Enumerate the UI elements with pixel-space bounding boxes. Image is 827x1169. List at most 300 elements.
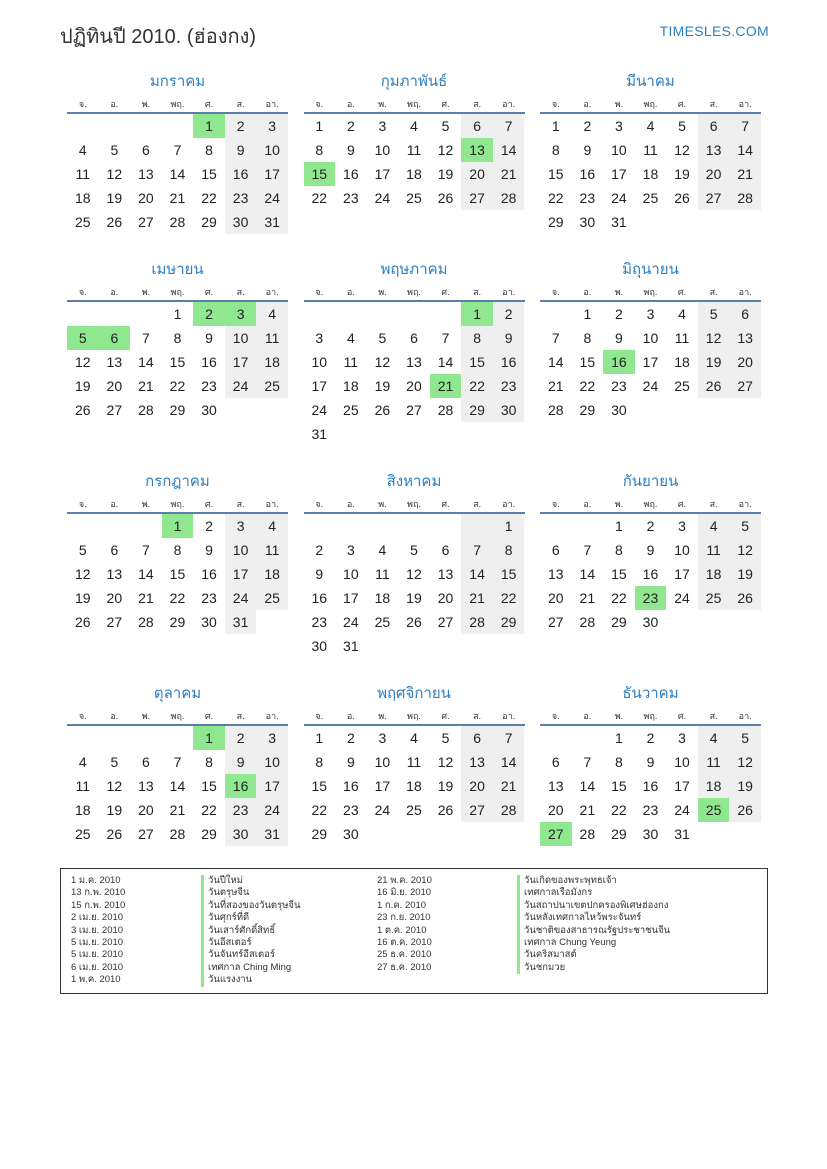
- day-cell: 26: [406, 614, 422, 630]
- holiday-name: วันจันทร์อีสเตอร์: [201, 949, 301, 961]
- day-cell: 17: [256, 774, 288, 798]
- day-cell: 18: [374, 590, 391, 606]
- day-cell: 31: [225, 610, 257, 634]
- day-cell: 2: [225, 114, 257, 138]
- day-cell: 19: [674, 166, 690, 182]
- day-cell: 18: [74, 190, 91, 206]
- day-cell: 22: [169, 378, 186, 394]
- day-cell: 16: [493, 350, 525, 374]
- day-cell: 17: [674, 566, 690, 582]
- day-cell: 4: [410, 118, 418, 134]
- day-cell: 7: [583, 754, 592, 770]
- empty-cell: [304, 514, 336, 538]
- holiday-name: เทศกาลเรือมังกร: [517, 887, 670, 899]
- day-cell: 20: [547, 590, 564, 606]
- day-cell: 28: [169, 826, 186, 842]
- weekday-label: จ.: [315, 711, 324, 721]
- day-cell: 26: [674, 190, 690, 206]
- day-cell: 23: [642, 802, 659, 818]
- day-cell: 8: [493, 538, 525, 562]
- day-grid: [67, 726, 288, 846]
- day-cell: 23: [201, 590, 217, 606]
- weekday-label: ส.: [473, 499, 482, 509]
- day-cell: 2: [646, 730, 655, 746]
- day-cell: 13: [406, 354, 422, 370]
- weekday-header: [540, 96, 761, 114]
- empty-cell: [304, 302, 336, 326]
- day-cell: 15: [304, 162, 336, 186]
- weekday-header: [540, 284, 761, 302]
- day-cell: 14: [169, 166, 186, 182]
- weekday-label: พฤ.: [407, 287, 421, 297]
- day-cell: 12: [106, 778, 123, 794]
- day-cell: 27: [729, 374, 761, 398]
- day-cell: 2: [205, 518, 213, 534]
- weekday-label: ศ.: [677, 287, 687, 297]
- day-cell: 13: [461, 138, 493, 162]
- day-cell: 22: [201, 802, 217, 818]
- day-cell: 26: [729, 586, 761, 610]
- day-cell: 6: [461, 726, 493, 750]
- day-cell: 30: [311, 638, 328, 654]
- day-cell: 7: [493, 114, 525, 138]
- weekday-label: พฤ.: [407, 711, 421, 721]
- day-cell: 8: [615, 754, 623, 770]
- day-cell: 7: [441, 330, 450, 346]
- month-9: [540, 472, 761, 634]
- holiday-name: เทศกาล Chung Yeung: [517, 937, 670, 949]
- holiday-name: วันเกิดของพระพุทธเจ้า: [517, 875, 670, 887]
- day-cell: 7: [493, 726, 525, 750]
- day-cell: 3: [678, 518, 686, 534]
- day-cell: 11: [674, 330, 690, 346]
- day-cell: 24: [225, 374, 257, 398]
- weekday-label: อา.: [738, 711, 752, 721]
- day-cell: 5: [410, 542, 418, 558]
- weekday-label: จ.: [315, 499, 324, 509]
- day-cell: 6: [551, 754, 560, 770]
- day-cell: 10: [611, 142, 627, 158]
- day-cell: 13: [461, 750, 493, 774]
- weekday-label: ศ.: [441, 711, 450, 721]
- day-cell: 2: [225, 726, 257, 750]
- weekday-label: พฤ.: [407, 499, 421, 509]
- weekday-label: อ.: [110, 499, 119, 509]
- day-cell: 17: [256, 162, 288, 186]
- day-cell: 25: [698, 798, 730, 822]
- day-cell: 30: [611, 402, 627, 418]
- day-cell: 31: [343, 638, 359, 654]
- day-grid: [304, 514, 525, 658]
- day-cell: 13: [698, 138, 730, 162]
- day-grid: [67, 302, 288, 422]
- day-cell: 1: [615, 730, 623, 746]
- day-cell: 22: [493, 586, 525, 610]
- day-cell: 24: [642, 378, 659, 394]
- day-cell: 20: [698, 162, 730, 186]
- day-cell: 7: [173, 142, 182, 158]
- day-cell: 10: [343, 566, 359, 582]
- day-cell: 6: [551, 542, 560, 558]
- day-cell: 28: [579, 826, 596, 842]
- day-cell: 29: [611, 826, 627, 842]
- day-cell: 29: [311, 826, 328, 842]
- empty-cell: [430, 302, 462, 326]
- day-cell: 22: [311, 802, 328, 818]
- day-cell: 11: [698, 538, 730, 562]
- day-cell: 23: [611, 378, 627, 394]
- weekday-label: ศ.: [204, 99, 214, 109]
- day-cell: 6: [142, 142, 150, 158]
- day-cell: 25: [74, 214, 91, 230]
- day-cell: 21: [138, 378, 154, 394]
- day-cell: 20: [138, 802, 154, 818]
- day-cell: 24: [374, 802, 391, 818]
- weekday-label: จ.: [551, 287, 560, 297]
- day-cell: 6: [410, 330, 418, 346]
- month-name: พฤศจิกายน: [377, 685, 451, 702]
- weekday-label: อ.: [583, 499, 592, 509]
- day-cell: 2: [615, 306, 623, 322]
- empty-cell: [99, 114, 131, 138]
- site-link[interactable]: TIMESLES.COM: [659, 23, 769, 39]
- day-cell: 10: [674, 542, 690, 558]
- month-7: [67, 472, 288, 634]
- day-cell: 24: [674, 590, 690, 606]
- day-cell: 9: [225, 138, 257, 162]
- day-cell: 28: [138, 614, 154, 630]
- weekday-label: อา.: [265, 499, 279, 509]
- weekday-label: ส.: [709, 499, 718, 509]
- weekday-label: พฤ.: [170, 99, 185, 109]
- day-cell: 15: [169, 566, 186, 582]
- day-cell: 27: [547, 614, 564, 630]
- day-cell: 2: [346, 730, 355, 746]
- day-cell: 12: [437, 142, 454, 158]
- day-cell: 1: [193, 114, 225, 138]
- weekday-label: พ.: [141, 99, 151, 109]
- day-cell: 25: [698, 586, 730, 610]
- holiday-date: 16 มิ.ย. 2010: [377, 887, 432, 899]
- day-cell: 29: [461, 398, 493, 422]
- day-cell: 11: [256, 538, 288, 562]
- day-cell: 3: [646, 306, 655, 322]
- holiday-date: 1 ต.ค. 2010: [377, 924, 427, 936]
- day-cell: 22: [611, 802, 627, 818]
- day-cell: 6: [99, 326, 131, 350]
- day-cell: 3: [346, 542, 355, 558]
- weekday-label: จ.: [315, 99, 324, 109]
- day-cell: 17: [674, 778, 690, 794]
- day-cell: 9: [315, 566, 324, 582]
- day-cell: 5: [378, 330, 387, 346]
- day-cell: 1: [193, 726, 225, 750]
- weekday-label: ศ.: [204, 711, 214, 721]
- day-cell: 4: [78, 754, 87, 770]
- day-cell: 11: [406, 754, 422, 770]
- day-cell: 25: [406, 190, 422, 206]
- day-cell: 26: [698, 374, 730, 398]
- day-cell: 10: [374, 142, 391, 158]
- day-cell: 4: [698, 514, 730, 538]
- weekday-label: จ.: [551, 711, 560, 721]
- day-cell: 2: [583, 118, 592, 134]
- weekday-label: อา.: [738, 499, 752, 509]
- day-cell: 10: [642, 330, 659, 346]
- day-cell: 2: [493, 302, 525, 326]
- day-cell: 22: [169, 590, 186, 606]
- day-cell: 6: [142, 754, 150, 770]
- day-cell: 27: [461, 186, 493, 210]
- month-11: [304, 684, 525, 846]
- day-cell: 24: [611, 190, 627, 206]
- day-cell: 4: [378, 542, 387, 558]
- day-cell: 11: [256, 326, 288, 350]
- day-cell: 12: [74, 566, 91, 582]
- day-cell: 20: [461, 162, 493, 186]
- weekday-header: [304, 708, 525, 726]
- day-cell: 16: [603, 350, 635, 374]
- day-cell: 24: [343, 614, 359, 630]
- day-grid: [540, 114, 761, 234]
- day-cell: 4: [646, 118, 655, 134]
- month-6: [540, 260, 761, 422]
- day-cell: 6: [441, 542, 450, 558]
- day-cell: 4: [410, 730, 418, 746]
- empty-cell: [540, 726, 572, 750]
- day-cell: 27: [106, 402, 123, 418]
- weekday-label: ส.: [236, 287, 245, 297]
- weekday-label: อา.: [502, 711, 516, 721]
- holiday-name: เทศกาล Ching Ming: [201, 962, 301, 974]
- weekday-label: อา.: [502, 499, 516, 509]
- day-cell: 27: [437, 614, 454, 630]
- day-cell: 22: [201, 190, 217, 206]
- day-cell: 13: [106, 566, 123, 582]
- day-cell: 15: [169, 354, 186, 370]
- empty-cell: [162, 726, 194, 750]
- day-cell: 2: [346, 118, 355, 134]
- empty-cell: [130, 302, 162, 326]
- day-cell: 20: [138, 190, 154, 206]
- weekday-label: จ.: [315, 287, 324, 297]
- weekday-header: [67, 284, 288, 302]
- day-cell: 18: [698, 562, 730, 586]
- day-cell: 18: [256, 562, 288, 586]
- day-cell: 7: [583, 542, 592, 558]
- day-cell: 4: [346, 330, 355, 346]
- day-cell: 3: [315, 330, 324, 346]
- empty-cell: [130, 726, 162, 750]
- day-cell: 13: [138, 778, 154, 794]
- day-cell: 21: [169, 802, 186, 818]
- holiday-name: วันที่สองของวันตรุษจีน: [201, 900, 301, 912]
- day-cell: 4: [256, 302, 288, 326]
- weekday-label: ศ.: [677, 499, 687, 509]
- weekday-header: [304, 284, 525, 302]
- day-cell: 10: [225, 538, 257, 562]
- weekday-label: ส.: [473, 99, 482, 109]
- weekday-label: พ.: [378, 99, 387, 109]
- day-cell: 18: [406, 166, 422, 182]
- day-cell: 30: [642, 614, 659, 630]
- empty-cell: [99, 514, 131, 538]
- day-cell: 23: [343, 802, 359, 818]
- day-cell: 28: [169, 214, 186, 230]
- day-cell: 17: [311, 378, 328, 394]
- day-cell: 12: [106, 166, 123, 182]
- day-cell: 27: [461, 798, 493, 822]
- day-cell: 27: [406, 402, 422, 418]
- empty-cell: [367, 514, 399, 538]
- day-cell: 5: [441, 730, 450, 746]
- day-cell: 21: [579, 590, 596, 606]
- day-cell: 15: [611, 566, 627, 582]
- day-cell: 6: [729, 302, 761, 326]
- weekday-label: จ.: [78, 711, 87, 721]
- empty-cell: [540, 302, 572, 326]
- day-grid: [540, 302, 761, 422]
- day-cell: 18: [698, 774, 730, 798]
- day-cell: 12: [74, 354, 91, 370]
- day-cell: 1: [583, 306, 592, 322]
- day-cell: 14: [579, 566, 596, 582]
- day-cell: 1: [551, 118, 560, 134]
- weekday-label: พฤ.: [407, 99, 421, 109]
- weekday-label: พ.: [378, 287, 387, 297]
- day-cell: 10: [311, 354, 328, 370]
- day-cell: 3: [225, 514, 257, 538]
- day-cell: 25: [343, 402, 359, 418]
- empty-cell: [398, 514, 430, 538]
- day-cell: 19: [106, 802, 123, 818]
- weekday-label: พ.: [141, 287, 151, 297]
- day-cell: 20: [106, 378, 123, 394]
- day-cell: 19: [74, 590, 91, 606]
- day-cell: 6: [461, 114, 493, 138]
- day-grid: [304, 302, 525, 446]
- day-cell: 25: [374, 614, 391, 630]
- day-cell: 14: [138, 566, 154, 582]
- day-cell: 15: [461, 350, 493, 374]
- weekday-label: พฤ.: [643, 287, 658, 297]
- day-cell: 24: [225, 586, 257, 610]
- day-cell: 16: [642, 566, 659, 582]
- weekday-label: ศ.: [441, 99, 450, 109]
- day-cell: 5: [78, 542, 87, 558]
- day-cell: 23: [579, 190, 596, 206]
- weekday-label: ส.: [709, 711, 718, 721]
- day-cell: 4: [698, 726, 730, 750]
- day-grid: [540, 514, 761, 634]
- month-12: [540, 684, 761, 846]
- day-cell: 18: [256, 350, 288, 374]
- day-cell: 17: [343, 590, 359, 606]
- day-cell: 24: [311, 402, 328, 418]
- holiday-name: วันคริสมาสต์: [517, 949, 670, 961]
- day-cell: 23: [225, 798, 257, 822]
- holiday-name: วันเสาร์ศักดิ์สิทธิ์: [201, 925, 301, 937]
- day-cell: 22: [311, 190, 328, 206]
- day-cell: 17: [225, 562, 257, 586]
- weekday-label: พฤ.: [643, 711, 658, 721]
- weekday-label: พ.: [614, 499, 624, 509]
- day-cell: 28: [493, 186, 525, 210]
- day-cell: 29: [201, 826, 217, 842]
- day-cell: 14: [138, 354, 154, 370]
- day-cell: 15: [611, 778, 627, 794]
- day-cell: 31: [311, 426, 328, 442]
- month-2: [304, 72, 525, 210]
- day-cell: 1: [493, 514, 525, 538]
- empty-cell: [461, 514, 493, 538]
- month-name: เมษายน: [151, 261, 204, 278]
- day-cell: 9: [205, 542, 213, 558]
- day-cell: 31: [674, 826, 690, 842]
- empty-cell: [130, 514, 162, 538]
- empty-cell: [572, 514, 604, 538]
- day-cell: 3: [256, 726, 288, 750]
- day-cell: 30: [493, 398, 525, 422]
- day-cell: 27: [106, 614, 123, 630]
- empty-cell: [367, 302, 399, 326]
- month-name: สิงหาคม: [386, 473, 442, 490]
- day-cell: 8: [615, 542, 623, 558]
- weekday-label: อา.: [502, 99, 516, 109]
- day-cell: 12: [729, 538, 761, 562]
- empty-cell: [67, 726, 99, 750]
- day-cell: 30: [579, 214, 596, 230]
- weekday-label: ส.: [709, 99, 718, 109]
- day-cell: 21: [169, 190, 186, 206]
- empty-cell: [67, 514, 99, 538]
- day-cell: 30: [201, 402, 217, 418]
- day-cell: 8: [173, 542, 182, 558]
- day-cell: 24: [256, 798, 288, 822]
- weekday-label: ส.: [473, 711, 482, 721]
- weekday-label: พ.: [614, 711, 624, 721]
- day-cell: 26: [374, 402, 391, 418]
- day-cell: 6: [110, 542, 119, 558]
- holiday-name: วันสถาปนาเขตปกครองพิเศษฮ่องกง: [517, 900, 670, 912]
- day-cell: 9: [346, 754, 355, 770]
- weekday-label: ศ.: [677, 99, 687, 109]
- weekday-label: ส.: [709, 287, 718, 297]
- day-cell: 31: [256, 822, 288, 846]
- month-name: ตุลาคม: [153, 685, 202, 702]
- day-cell: 16: [225, 162, 257, 186]
- weekday-label: พ.: [614, 287, 624, 297]
- day-cell: 9: [583, 142, 592, 158]
- day-cell: 9: [493, 326, 525, 350]
- day-cell: 3: [256, 114, 288, 138]
- holiday-date: 15 ก.พ. 2010: [71, 899, 126, 911]
- empty-cell: [430, 514, 462, 538]
- day-cell: 26: [437, 802, 454, 818]
- day-cell: 22: [547, 190, 564, 206]
- day-cell: 8: [461, 326, 493, 350]
- day-cell: 31: [611, 214, 627, 230]
- day-cell: 28: [461, 610, 493, 634]
- day-cell: 24: [256, 186, 288, 210]
- weekday-label: พ.: [378, 499, 387, 509]
- day-cell: 30: [343, 826, 359, 842]
- day-cell: 1: [461, 302, 493, 326]
- weekday-label: พ.: [141, 711, 151, 721]
- day-cell: 23: [343, 190, 359, 206]
- month-10: [67, 684, 288, 846]
- day-cell: 20: [106, 590, 123, 606]
